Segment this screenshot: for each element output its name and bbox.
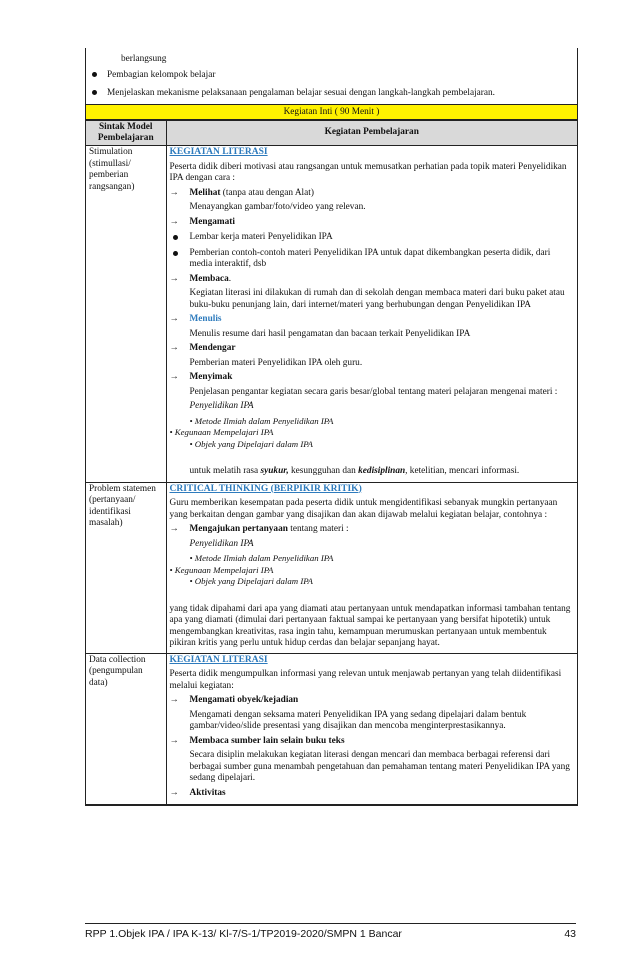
intro-continued-text: berlangsung — [121, 54, 167, 64]
bullet-icon — [92, 90, 97, 95]
header-sintak: Sintak Model Pembelajaran — [86, 121, 166, 146]
bullet-icon — [173, 235, 178, 240]
row-label: Stimulation (stimullasi/ pemberian rangsangan) — [86, 146, 166, 483]
section-title: CRITICAL THINKING (BERPIKIR KRITIK) — [169, 483, 362, 494]
list-item: Lembar kerja materi Penyelidikan IPA — [170, 232, 575, 244]
intro-bullet: Menjelaskan mekanisme pelaksanaan pengalaman belajar sesuai dengan langkah-langkah pembelajaran. — [92, 88, 495, 98]
row-content: KEGIATAN LITERASI Peserta didik diberi motivasi atau rangsangan untuk memusatkan perhatian pada topik materi Penyelidikan IPA dengan cara : → Melihat (tanpa atau dengan Alat) Menayangkan gambar/foto/video yang relevan. → Mengamati Lembar kerja materi Penyelidikan IPA Pemberian contoh-contoh materi Penyelidikan IPA untuk dapat dikembangkan peserta didik, dari media interaktif, dsb → Membaca. Kegiatan literasi ini dilakukan di rumah dan di sekolah dengan membaca materi dari buku paket atau buku-buku penunjang lain, dari internet/materi yang berhubungan dengan Penyelidikan IPA → Menulis Menulis resume dari hasil pengamatan dan bacaan terkait Penyelidikan IPA → Mendengar Pemberian materi Penyelidikan IPA oleh guru. → Menyimak Penjelasan pengantar kegiatan secara garis besar/global tentang materi pelajaran mengenai materi : Penyelidikan IPA • Metode Ilmiah dalam Penyelidikan IPA • Kegunaan Mempelajari IPA • Objek yang Dipelajari dalam IPA untuk melatih rasa syukur, kesungguhan dan kedisiplinan, ketelitian, mencari informasi. — [166, 146, 577, 483]
table-row-problem — [86, 482, 577, 653]
section-bar-kegiatan-inti: Kegiatan Inti ( 90 Menit ) — [86, 104, 577, 120]
row-label: Problem statemen (pertanyaan/ identifikasi masalah) — [86, 482, 166, 653]
footer-text: RPP 1.Objek IPA / IPA K-13/ Kl-7/S-1/TP2019-2020/SMPN 1 Bancar — [85, 928, 402, 940]
section-title: KEGIATAN LITERASI — [169, 147, 268, 157]
row-content: CRITICAL THINKING (BERPIKIR KRITIK) Guru memberikan kesempatan pada peserta didik untuk mengidentifikasi sebanyak mungkin pertanyaan yang berkaitan dengan gambar yang disajikan dan akan dijawab melalui kegiatan belajar, contohnya : → Mengajukan pertanyaan tentang materi : Penyelidikan IPA • Metode Ilmiah dalam Penyelidikan IPA • Kegunaan Mempelajari IPA • Objek yang Dipelajari dalam IPA yang tidak dipahami dari apa yang diamati atau pertanyaan untuk mendapatkan informasi tambahan tentang apa yang diamati (dimulai dari pertanyaan faktual sampai ke pertanyaan yang bersifat hipotetik) untuk mengembangkan kreativitas, rasa ingin tahu, kemampuan merumuskan pertanyaan untuk membentuk pikiran kritis yang perlu untuk hidup cerdas dan belajar sepanjang hayat. — [166, 482, 577, 653]
bullet-icon — [173, 251, 178, 256]
lesson-plan-frame — [85, 48, 578, 806]
arrow-icon: → — [169, 216, 179, 227]
page-footer — [85, 923, 576, 940]
intro-bullet: Pembagian kelompok belajar — [92, 70, 215, 80]
list-item: Pemberian contoh-contoh materi Penyelidikan IPA untuk dapat dikembangkan peserta didik, dari media interaktif, dsb — [170, 248, 575, 271]
activity-table — [86, 120, 577, 805]
table-row-stimulation — [86, 146, 577, 483]
bullet-icon — [92, 72, 97, 77]
arrow-icon: → — [169, 187, 179, 198]
page-number: 43 — [564, 928, 576, 940]
section-title: KEGIATAN LITERASI — [169, 654, 268, 665]
table-row-data-collection — [86, 653, 577, 805]
arrow-icon: → — [169, 735, 179, 746]
arrow-icon: → — [169, 343, 179, 353]
intro-block — [86, 48, 577, 104]
arrow-icon: → — [169, 695, 179, 705]
arrow-icon: → — [169, 314, 179, 324]
arrow-icon: → — [169, 273, 179, 284]
header-kegiatan: Kegiatan Pembelajaran — [166, 121, 577, 146]
table-header-row — [86, 121, 577, 146]
arrow-icon: → — [169, 372, 179, 382]
arrow-icon: → — [169, 524, 179, 534]
row-content: KEGIATAN LITERASI Peserta didik mengumpulkan informasi yang relevan untuk menjawab pertanyan yang telah diidentifikasi melalui kegiatan: → Mengamati obyek/kejadian Mengamati dengan seksama materi Penyelidikan IPA yang sedang dipelajari dalam bentuk gambar/video/slide presentasi yang disajikan dan mencoba menginterprestasikannya. → Membaca sumber lain selain buku teks Secara disiplin melakukan kegiatan literasi dengan mencari dan membaca berbagai referensi dari berbagai sumber guna menambah pengetahuan dan pemahaman tentang materi Penyelidikan IPA yang sedang dipelajari. → Aktivitas — [166, 653, 577, 805]
arrow-icon: → — [169, 787, 179, 798]
row-label: Data collection (pengumpulan data) — [86, 653, 166, 805]
